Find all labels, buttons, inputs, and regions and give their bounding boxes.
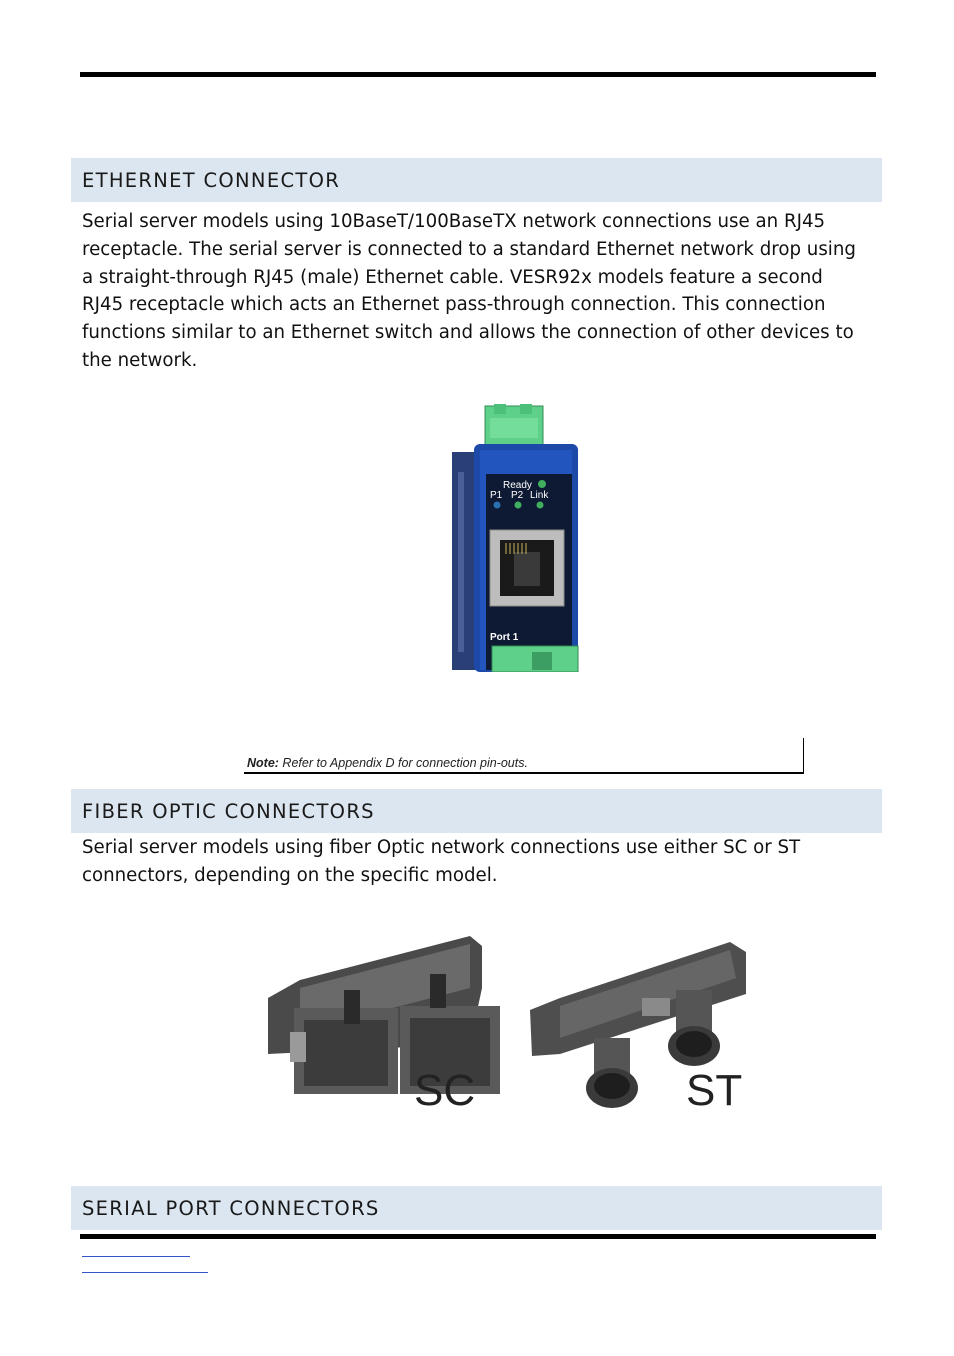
st-label: ST	[686, 1066, 743, 1115]
fiber-paragraph	[82, 834, 882, 890]
ethernet-heading-text: ETHERNET CONNECTOR	[82, 168, 341, 192]
ethernet-line: receptacle. The serial server is connected to a standard Ethernet network drop using	[82, 238, 856, 260]
note-label: Note:	[247, 756, 279, 770]
ethernet-line: Serial server models using 10BaseT/100BaseTX network connections use an RJ45	[82, 211, 826, 232]
top-rule	[80, 72, 876, 77]
ethernet-paragraph	[82, 208, 882, 375]
led-link	[537, 502, 544, 509]
ethernet-line: RJ45 receptacle which acts an Ethernet pass-through connection. This connection	[82, 294, 826, 316]
pinout-note	[244, 738, 804, 774]
fiber-optic-heading	[71, 789, 882, 833]
label-ready: Ready	[503, 480, 532, 491]
fiber-connectors-image	[260, 928, 760, 1118]
led-ready	[538, 480, 546, 488]
sc-label: SC	[414, 1066, 476, 1115]
footer-link-underline-1[interactable]	[82, 1256, 190, 1257]
led-p2	[515, 502, 522, 509]
fiber-heading-text: FIBER OPTIC CONNECTORS	[82, 799, 375, 823]
ethernet-line: functions similar to an Ethernet switch and allows the connection of other devices to	[82, 322, 854, 344]
ethernet-line: the network.	[82, 349, 198, 371]
ethernet-device-image	[440, 402, 580, 672]
serial-port-heading	[71, 1186, 882, 1230]
fiber-line: connectors, depending on the specific model.	[82, 864, 498, 886]
ethernet-connector-heading	[71, 158, 882, 202]
note-body: Refer to Appendix D for connection pin-outs.	[278, 756, 528, 770]
footer-link-underline-2[interactable]	[82, 1272, 208, 1273]
led-p1	[494, 502, 501, 509]
label-p2: P2	[511, 490, 524, 501]
label-p1: P1	[490, 490, 503, 501]
label-link: Link	[530, 490, 549, 501]
fiber-line: Serial server models using fiber Optic network connections use either SC or ST	[82, 837, 801, 858]
serial-heading-text: SERIAL PORT CONNECTORS	[82, 1196, 380, 1220]
label-port1: Port 1	[490, 632, 519, 643]
note-text	[247, 756, 528, 770]
bottom-rule	[80, 1234, 876, 1239]
ethernet-line: a straight-through RJ45 (male) Ethernet cable. VESR92x models feature a second	[82, 266, 823, 288]
